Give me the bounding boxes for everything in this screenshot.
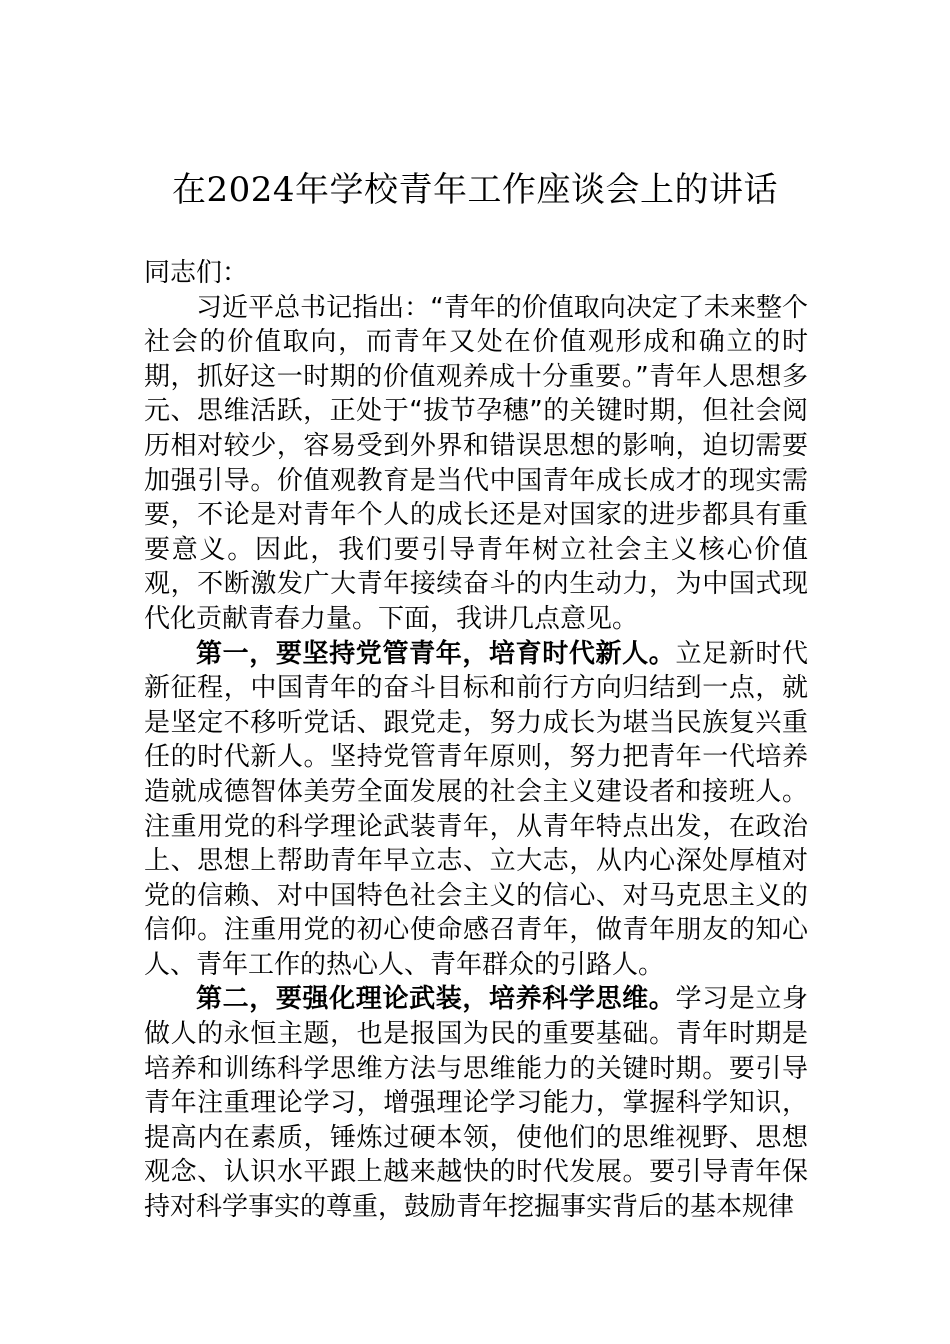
document-body [144,256,808,1225]
section-text-1: 立足新时代新征程，中国青年的奋斗目标和前行方向归结到一点，就是坚定不移听党话、跟党走，努力成长为堪当民族复兴重任的时代新人。坚持党管青年原则，努力把青年一代培养造就成德智体美劳全面发展的社会主义建设者和接班人。注重用党的科学理论武装青年，从青年特点出发，在政治上、思想上帮助青年早立志、立大志，从内心深处厚植对党的信赖、对中国特色社会主义的信心、对马克思主义的信仰。注重用党的初心使命感召青年，做青年朋友的知心人、青年工作的热心人、青年群众的引路人。 [144,638,808,980]
section-text-2: 学习是立身做人的永恒主题，也是报国为民的重要基础。青年时期是培养和训练科学思维方法与思维能力的关键时期。要引导青年注重理论学习，增强理论学习能力，掌握科学知识，提高内在素质，锤炼过硬本领，使他们的思维视野、思想观念、认识水平跟上越来越快的时代发展。要引导青年保持对科学事实的尊重，鼓励青年挖掘事实背后的基本规律 [144,984,808,1223]
section-heading-1: 第一，要坚持党管青年，培育时代新人。 [196,638,676,669]
section-heading-2: 第二，要强化理论武装，培养科学思维。 [196,984,676,1015]
document-title: 在2024年学校青年工作座谈会上的讲话 [171,170,779,210]
intro-paragraph: 习近平总书记指出：“青年的价值取向决定了未来整个社会的价值取向，而青年又处在价值观形成和确立的时期，抓好这一时期的价值观养成十分重要。”青年人思想多元、思维活跃，正处于“拔节孕穗”的关键时期，但社会阅历相对较少，容易受到外界和错误思想的影响，迫切需要加强引导。价值观教育是当代中国青年成长成才的现实需要，不论是对青年个人的成长还是对国家的进步都具有重要意义。因此，我们要引导青年树立社会主义核心价值观，不断激发广大青年接续奋斗的内生动力，为中国式现代化贡献青春力量。下面，我讲几点意见。 [144,292,808,634]
section-paragraph-2 [144,982,808,1224]
section-paragraph-1 [144,637,808,983]
salutation: 同志们： [144,258,249,288]
